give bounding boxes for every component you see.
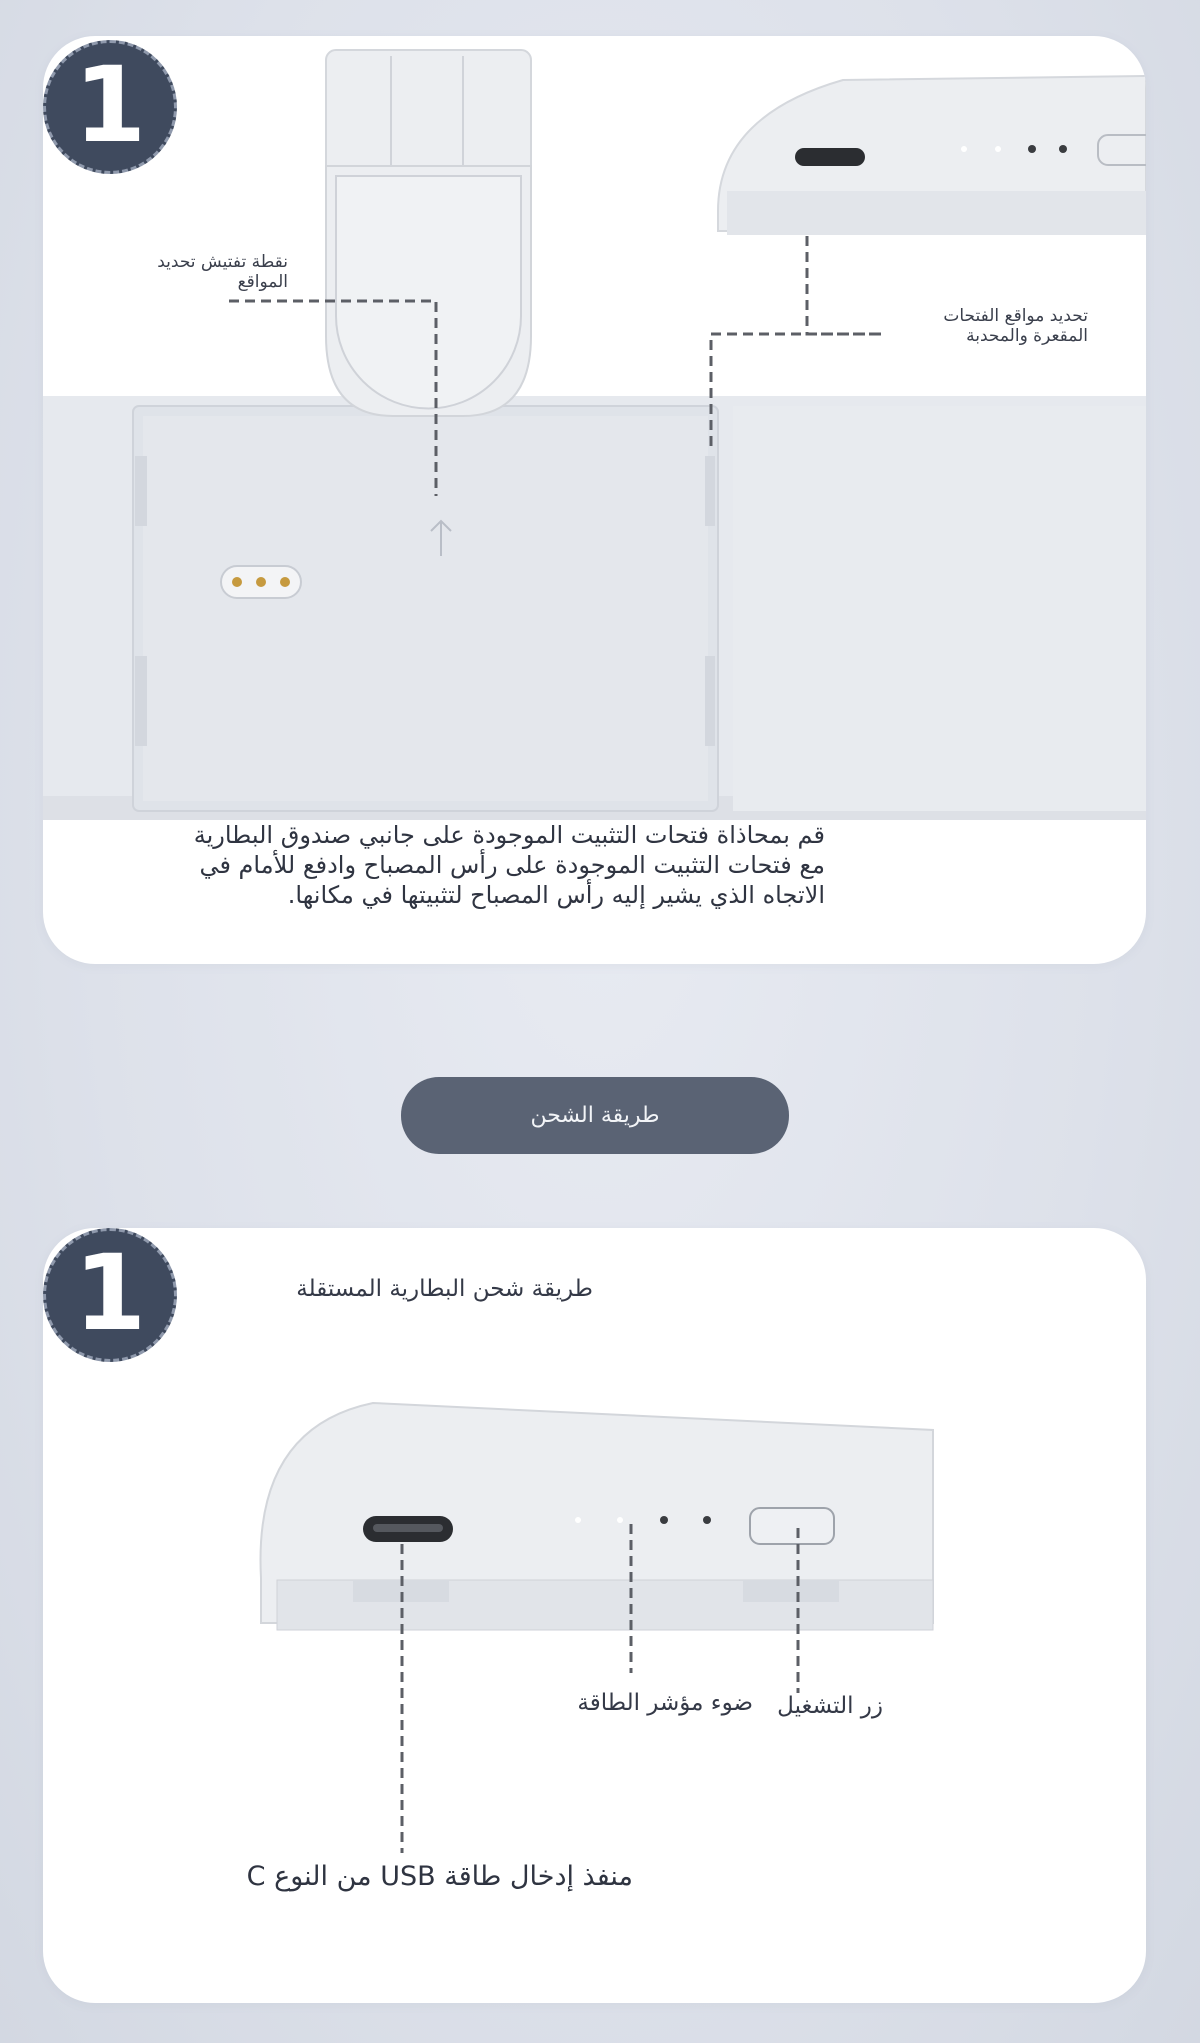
power-button-label: زر التشغيل [777, 1693, 883, 1719]
charging-method-button[interactable]: طريقة الشحن [401, 1077, 789, 1154]
usb-c-port-small [795, 148, 865, 166]
power-indicator-label: ضوء مؤشر الطاقة [577, 1690, 753, 1716]
indicator-light-3 [660, 1516, 668, 1524]
power-button-shape [750, 1508, 834, 1544]
step2-number-badge: 1 [43, 1228, 177, 1362]
lamp-hinge [326, 50, 531, 180]
instruction-line-3: الاتجاه الذي يشير إليه رأس المصباح لتثبيتها في مكانها. [287, 881, 825, 909]
indicator-light-1 [575, 1517, 581, 1523]
usb-port-label: منفذ إدخال طاقة USB من النوع C [246, 1861, 633, 1892]
step1-instructions [113, 820, 825, 910]
step1-card [43, 36, 1146, 964]
checkpoint-label: نقطة تفتيش تحديد المواقع [157, 252, 288, 292]
step2-title: طريقة شحن البطارية المستقلة [296, 1276, 593, 1302]
instruction-line-2: مع فتحات التثبيت الموجودة على رأس المصباح وادفع للأمام في [199, 851, 825, 879]
step2-card [43, 1228, 1146, 2003]
indicator-light-4 [703, 1516, 711, 1524]
slots-callout-line-a [807, 236, 881, 334]
slots-label: تحديد مواقع الفتحات المقعرة والمحدبة [943, 306, 1088, 346]
indicator-light-2 [617, 1517, 623, 1523]
instruction-line-1: قم بمحاذاة فتحات التثبيت الموجودة على جانبي صندوق البطارية [193, 821, 825, 849]
step1-number-badge: 1 [43, 40, 177, 174]
